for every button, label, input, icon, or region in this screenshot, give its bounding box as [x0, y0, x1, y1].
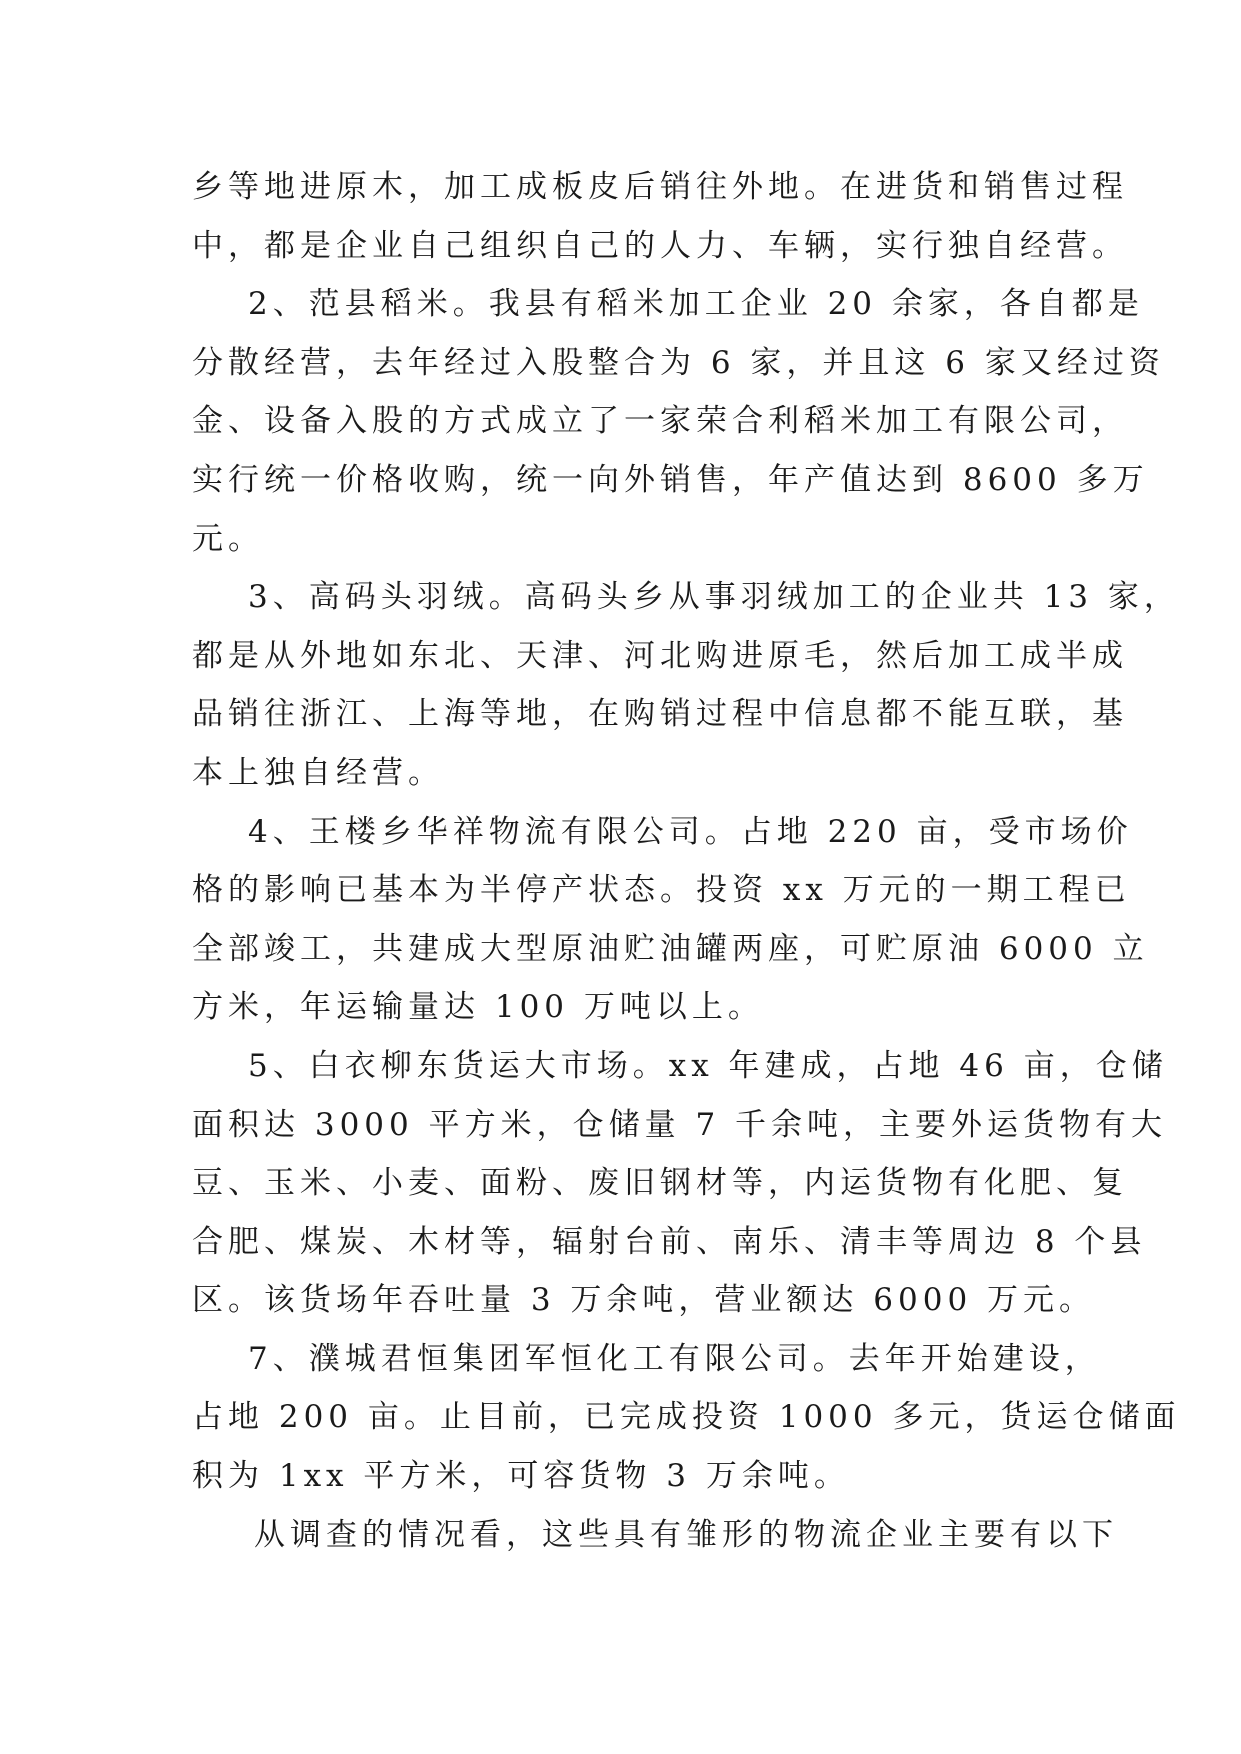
text-line: 3、高码头羽绒。高码头乡从事羽绒加工的企业共 13 家，	[248, 579, 1180, 616]
text-line: 5、白衣柳东货运大市场。xx 年建成，占地 46 亩，仓储	[248, 1047, 1168, 1084]
text-line: 都是从外地如东北、天津、河北购进原毛，然后加工成半成	[192, 637, 1128, 674]
text-line: 7、濮城君恒集团军恒化工有限公司。去年开始建设，	[248, 1340, 1101, 1377]
text-line: 区。该货场年吞吐量 3 万余吨，营业额达 6000 万元。	[192, 1282, 1096, 1319]
text-line: 乡等地进原木，加工成板皮后销往外地。在进货和销售过程	[192, 169, 1128, 205]
text-line: 面积达 3000 平方米，仓储量 7 千余吨，主要外运货物有大	[192, 1106, 1168, 1143]
text-line: 本上独自经营。	[192, 754, 444, 791]
text-line: 合肥、煤炭、木材等，辐射台前、南乐、清丰等周边 8 个县	[192, 1223, 1147, 1260]
text-line: 分散经营，去年经过入股整合为 6 家，并且这 6 家又经过资	[192, 344, 1165, 381]
text-line: 从调查的情况看，这些具有雏形的物流企业主要有以下	[254, 1516, 1118, 1553]
document-body	[192, 158, 1181, 1564]
text-line: 实行统一价格收购，统一向外销售，年产值达到 8600 多万	[192, 461, 1149, 498]
text-line: 品销往浙江、上海等地，在购销过程中信息都不能互联，基	[192, 696, 1128, 733]
text-line: 积为 1xx 平方米，可容货物 3 万余吨。	[192, 1458, 850, 1495]
text-line: 豆、玉米、小麦、面粉、废旧钢材等，内运货物有化肥、复	[192, 1165, 1128, 1202]
text-line: 金、设备入股的方式成立了一家荣合利稻米加工有限公司，	[192, 403, 1128, 440]
text-line: 4、王楼乡华祥物流有限公司。占地 220 亩，受市场价	[248, 813, 1133, 850]
text-line: 占地 200 亩。止目前，已完成投资 1000 多元，货运仓储面	[192, 1399, 1181, 1436]
text-line: 格的影响已基本为半停产状态。投资 xx 万元的一期工程已	[192, 872, 1131, 909]
text-line: 全部竣工，共建成大型原油贮油罐两座，可贮原油 6000 立	[192, 930, 1149, 967]
text-line: 2、范县稻米。我县有稻米加工企业 20 余家，各自都是	[248, 286, 1144, 323]
text-line: 方米，年运输量达 100 万吨以上。	[192, 989, 764, 1026]
text-line: 中，都是企业自己组织自己的人力、车辆，实行独自经营。	[192, 227, 1128, 264]
text-line: 元。	[192, 520, 264, 557]
